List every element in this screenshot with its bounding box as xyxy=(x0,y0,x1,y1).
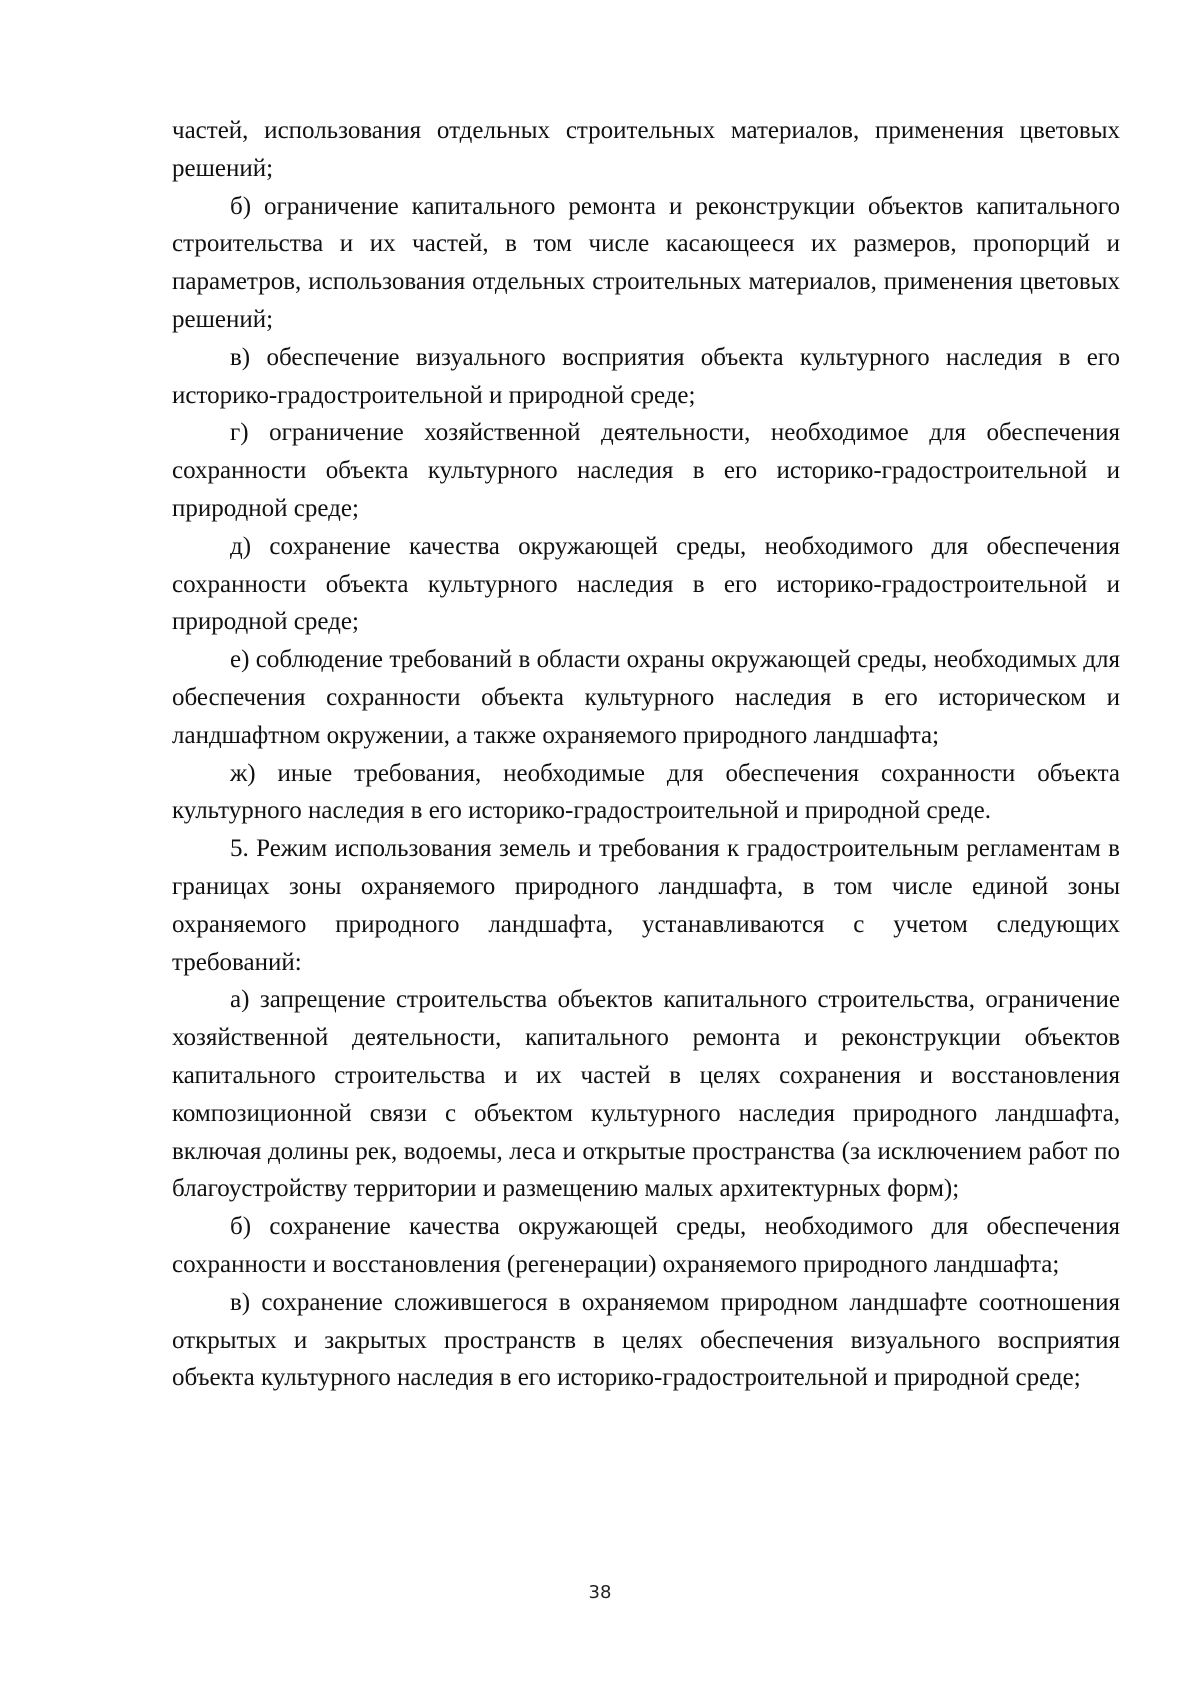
paragraph-item-zh: ж) иные требования, необходимые для обеспечения сохранности объекта культурного наследия в его историко-градостроительной и природной среде. xyxy=(172,759,1120,825)
paragraph-item-e: е) соблюдение требований в области охраны окружающей среды, необходимых для обеспечения сохранности объекта культурного наследия в его историческом и ландшафтном окружении, а также охраняемого природного ландшафта; xyxy=(172,646,1120,749)
document-body xyxy=(172,112,1120,1397)
paragraph-item-v: в) обеспечение визуального восприятия объекта культурного наследия в его историко-градостроительной и природной среде; xyxy=(172,343,1120,409)
paragraph-item-d: д) сохранение качества окружающей среды, необходимого для обеспечения сохранности объекта культурного наследия в его историко-градостроительной и природной среде; xyxy=(172,532,1120,636)
page-number: 38 xyxy=(588,1582,612,1603)
paragraph-item-b: б) ограничение капитального ремонта и реконструкции объектов капитального строительства и их частей, в том числе касающееся их размеров, пропорций и параметров, использования отдельных строительных материалов, применения цветовых решений; xyxy=(172,192,1120,333)
paragraph-item-g: г) ограничение хозяйственной деятельности, необходимое для обеспечения сохранности объекта культурного наследия в его историко-градостроительной и природной среде; xyxy=(172,419,1120,522)
paragraph-continuation: частей, использования отдельных строительных материалов, применения цветовых решений; xyxy=(172,117,1120,182)
paragraph-item-v-2: в) сохранение сложившегося в охраняемом природном ландшафте соотношения открытых и закрытых пространств в целях обеспечения визуального восприятия объекта культурного наследия в его историко-градостроительной и природной среде; xyxy=(172,1288,1120,1392)
paragraph-item-a: а) запрещение строительства объектов капитального строительства, ограничение хозяйственной деятельности, капитального ремонта и реконструкции объектов капитального строительства и их частей в целях сохранения и восстановления композиционной связи с объектом культурного наследия природного ландшафта, включая долины рек, водоемы, леса и открытые пространства (за исключением работ по благоустройству территории и размещению малых архитектурных форм); xyxy=(172,986,1120,1203)
paragraph-item-b-2: б) сохранение качества окружающей среды, необходимого для обеспечения сохранности и восстановления (регенерации) охраняемого природного ландшафта; xyxy=(172,1213,1120,1278)
paragraph-section-5: 5. Режим использования земель и требования к градостроительным регламентам в границах зоны охраняемого природного ландшафта, в том числе единой зоны охраняемого природного ландшафта, устанавливаются с учетом следующих требований: xyxy=(172,835,1120,976)
